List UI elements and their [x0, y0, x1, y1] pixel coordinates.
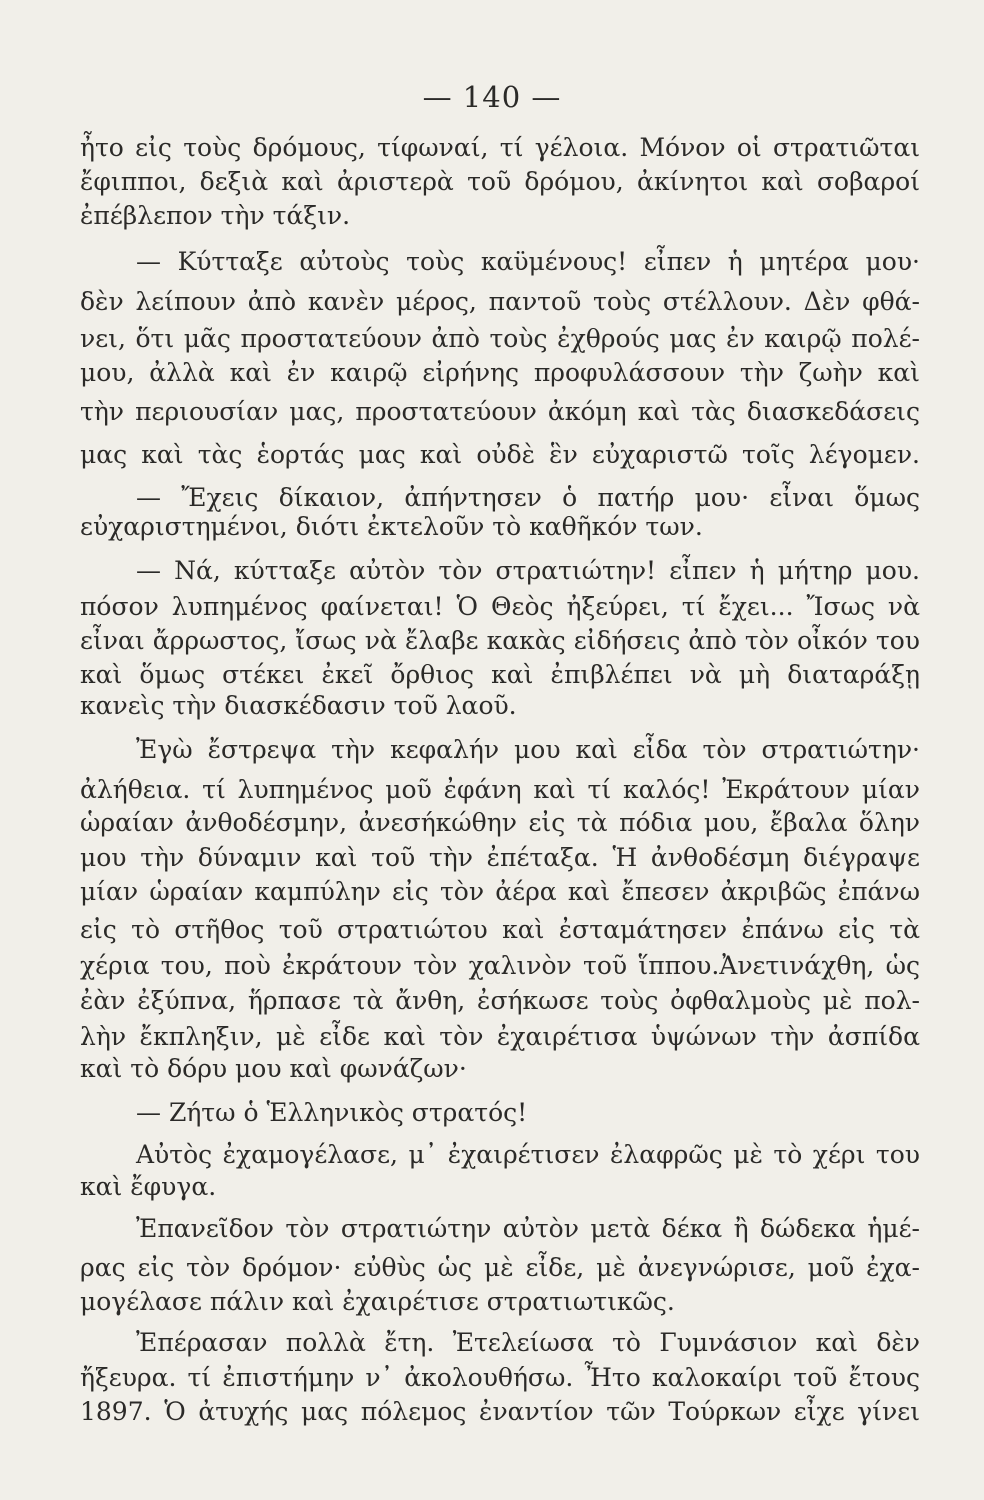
text-line: πόσον λυπημένος φαίνεται! Ὁ Θεὸς ἠξεύρει, τί ἔχει... Ἴσως νὰ: [80, 592, 920, 621]
text-line: εὐχαριστημένοι, διότι ἐκτελοῦν τὸ καθῆκόν των.: [80, 512, 703, 541]
text-line: Αὐτὸς ἐχαμογέλασε, μ᾿ ἐχαιρέτισεν ἐλαφρῶς μὲ τὸ χέρι του: [136, 1140, 920, 1169]
text-line: 1897. Ὁ ἀτυχής μας πόλεμος ἐναντίον τῶν Τούρκων εἶχε γίνει: [80, 1397, 920, 1426]
text-line: ὡραίαν ἀνθοδέσμην, ἀνεσήκώθην εἰς τὰ πόδια μου, ἔβαλα ὅλην: [80, 808, 920, 837]
text-line: ἐὰν ἐξύπνα, ἥρπασε τὰ ἄνθη, ἐσήκωσε τοὺς ὀφθαλμοὺς μὲ πολ-: [80, 986, 920, 1015]
text-line: ἀλήθεια. τί λυπημένος μοῦ ἐφάνη καὶ τί καλός! Ἐκράτουν μίαν: [80, 775, 920, 804]
text-line: ρας εἰς τὸν δρόμον· εὐθὺς ὡς μὲ εἶδε, μὲ ἀνεγνώρισε, μοῦ ἐχα-: [80, 1253, 920, 1282]
text-line: μογέλασε πάλιν καὶ ἐχαιρέτισε στρατιωτικῶς.: [80, 1287, 675, 1316]
text-line: λὴν ἔκπληξιν, μὲ εἶδε καὶ τὸν ἐχαιρέτισα ὑψώνων τὴν ἀσπίδα: [80, 1022, 920, 1051]
text-line: μου τὴν δύναμιν καὶ τοῦ τὴν ἐπέταξα. Ἡ ἀνθοδέσμη διέγραψε: [80, 843, 920, 872]
text-line: ἐπέβλεπον τὴν τάξιν.: [80, 201, 351, 230]
text-line: — Ζήτω ὁ Ἑλληνικὸς στρατός!: [136, 1098, 528, 1127]
text-line: Ἐπανεῖδον τὸν στρατιώτην αὐτὸν μετὰ δέκα ἢ δώδεκα ἡμέ-: [136, 1214, 920, 1243]
text-line: τὴν περιουσίαν μας, προστατεύουν ἀκόμη καὶ τὰς διασκεδάσεις: [80, 397, 920, 426]
text-line: καὶ ὅμως στέκει ἐκεῖ ὄρθιος καὶ ἐπιβλέπει νὰ μὴ διαταράξῃ: [80, 660, 920, 689]
text-line: — Νά, κύτταξε αὐτὸν τὸν στρατιώτην! εἶπεν ἡ μήτηρ μου.: [136, 556, 920, 585]
text-line: ἦτο εἰς τοὺς δρόμους, τίφωναί, τί γέλοια. Μόνον οἱ στρατιῶται: [80, 133, 920, 162]
text-line: κανεὶς τὴν διασκέδασιν τοῦ λαοῦ.: [80, 691, 517, 720]
text-line: ἔφιπποι, δεξιὰ καὶ ἀριστερὰ τοῦ δρόμου, ἀκίνητοι καὶ σοβαροί: [80, 167, 920, 196]
text-line: — Ἔχεις δίκαιον, ἀπήντησεν ὁ πατήρ μου· εἶναι ὅμως: [136, 483, 920, 512]
text-line: — Κύτταξε αὐτοὺς τοὺς καϋμένους! εἶπεν ἡ μητέρα μου·: [136, 247, 920, 276]
text-line: καὶ ἔφυγα.: [80, 1172, 217, 1201]
text-line: εἰς τὸ στῆθος τοῦ στρατιώτου καὶ ἐσταμάτησεν ἐπάνω εἰς τὰ: [80, 915, 920, 944]
text-line: ἤξευρα. τί ἐπιστήμην ν᾿ ἀκολουθήσω. Ἦτο καλοκαίρι τοῦ ἔτους: [80, 1363, 920, 1392]
text-line: Ἐγὼ ἔστρεψα τὴν κεφαλήν μου καὶ εἶδα τὸν στρατιώτην·: [136, 735, 920, 764]
page-number: — 140 —: [422, 80, 562, 114]
text-line: εἶναι ἄρρωστος, ἴσως νὰ ἔλαβε κακὰς εἰδήσεις ἀπὸ τὸν οἶκόν του: [80, 626, 920, 655]
text-line: χέρια του, ποὺ ἐκράτουν τὸν χαλινὸν τοῦ ἵππου.Ἀνετινάχθη, ὡς: [80, 951, 920, 980]
text-line: μας καὶ τὰς ἑορτάς μας καὶ οὐδὲ ἓν εὐχαριστῶ τοῖς λέγομεν.: [80, 440, 920, 469]
text-line: μίαν ὡραίαν καμπύλην εἰς τὸν ἀέρα καὶ ἔπεσεν ἀκριβῶς ἐπάνω: [80, 877, 920, 906]
text-line: μου, ἀλλὰ καὶ ἐν καιρῷ εἰρήνης προφυλάσσουν τὴν ζωὴν καὶ: [80, 358, 920, 387]
text-line: δὲν λείπουν ἀπὸ κανὲν μέρος, παντοῦ τοὺς στέλλουν. Δὲν φθά-: [80, 287, 920, 316]
text-line: Ἐπέρασαν πολλὰ ἔτη. Ἐτελείωσα τὸ Γυμνάσιον καὶ δὲν: [136, 1328, 920, 1357]
text-line: καὶ τὸ δόρυ μου καὶ φωνάζων·: [80, 1054, 467, 1083]
text-line: νει, ὅτι μᾶς προστατεύουν ἀπὸ τοὺς ἐχθρούς μας ἐν καιρῷ πολέ-: [80, 324, 920, 353]
